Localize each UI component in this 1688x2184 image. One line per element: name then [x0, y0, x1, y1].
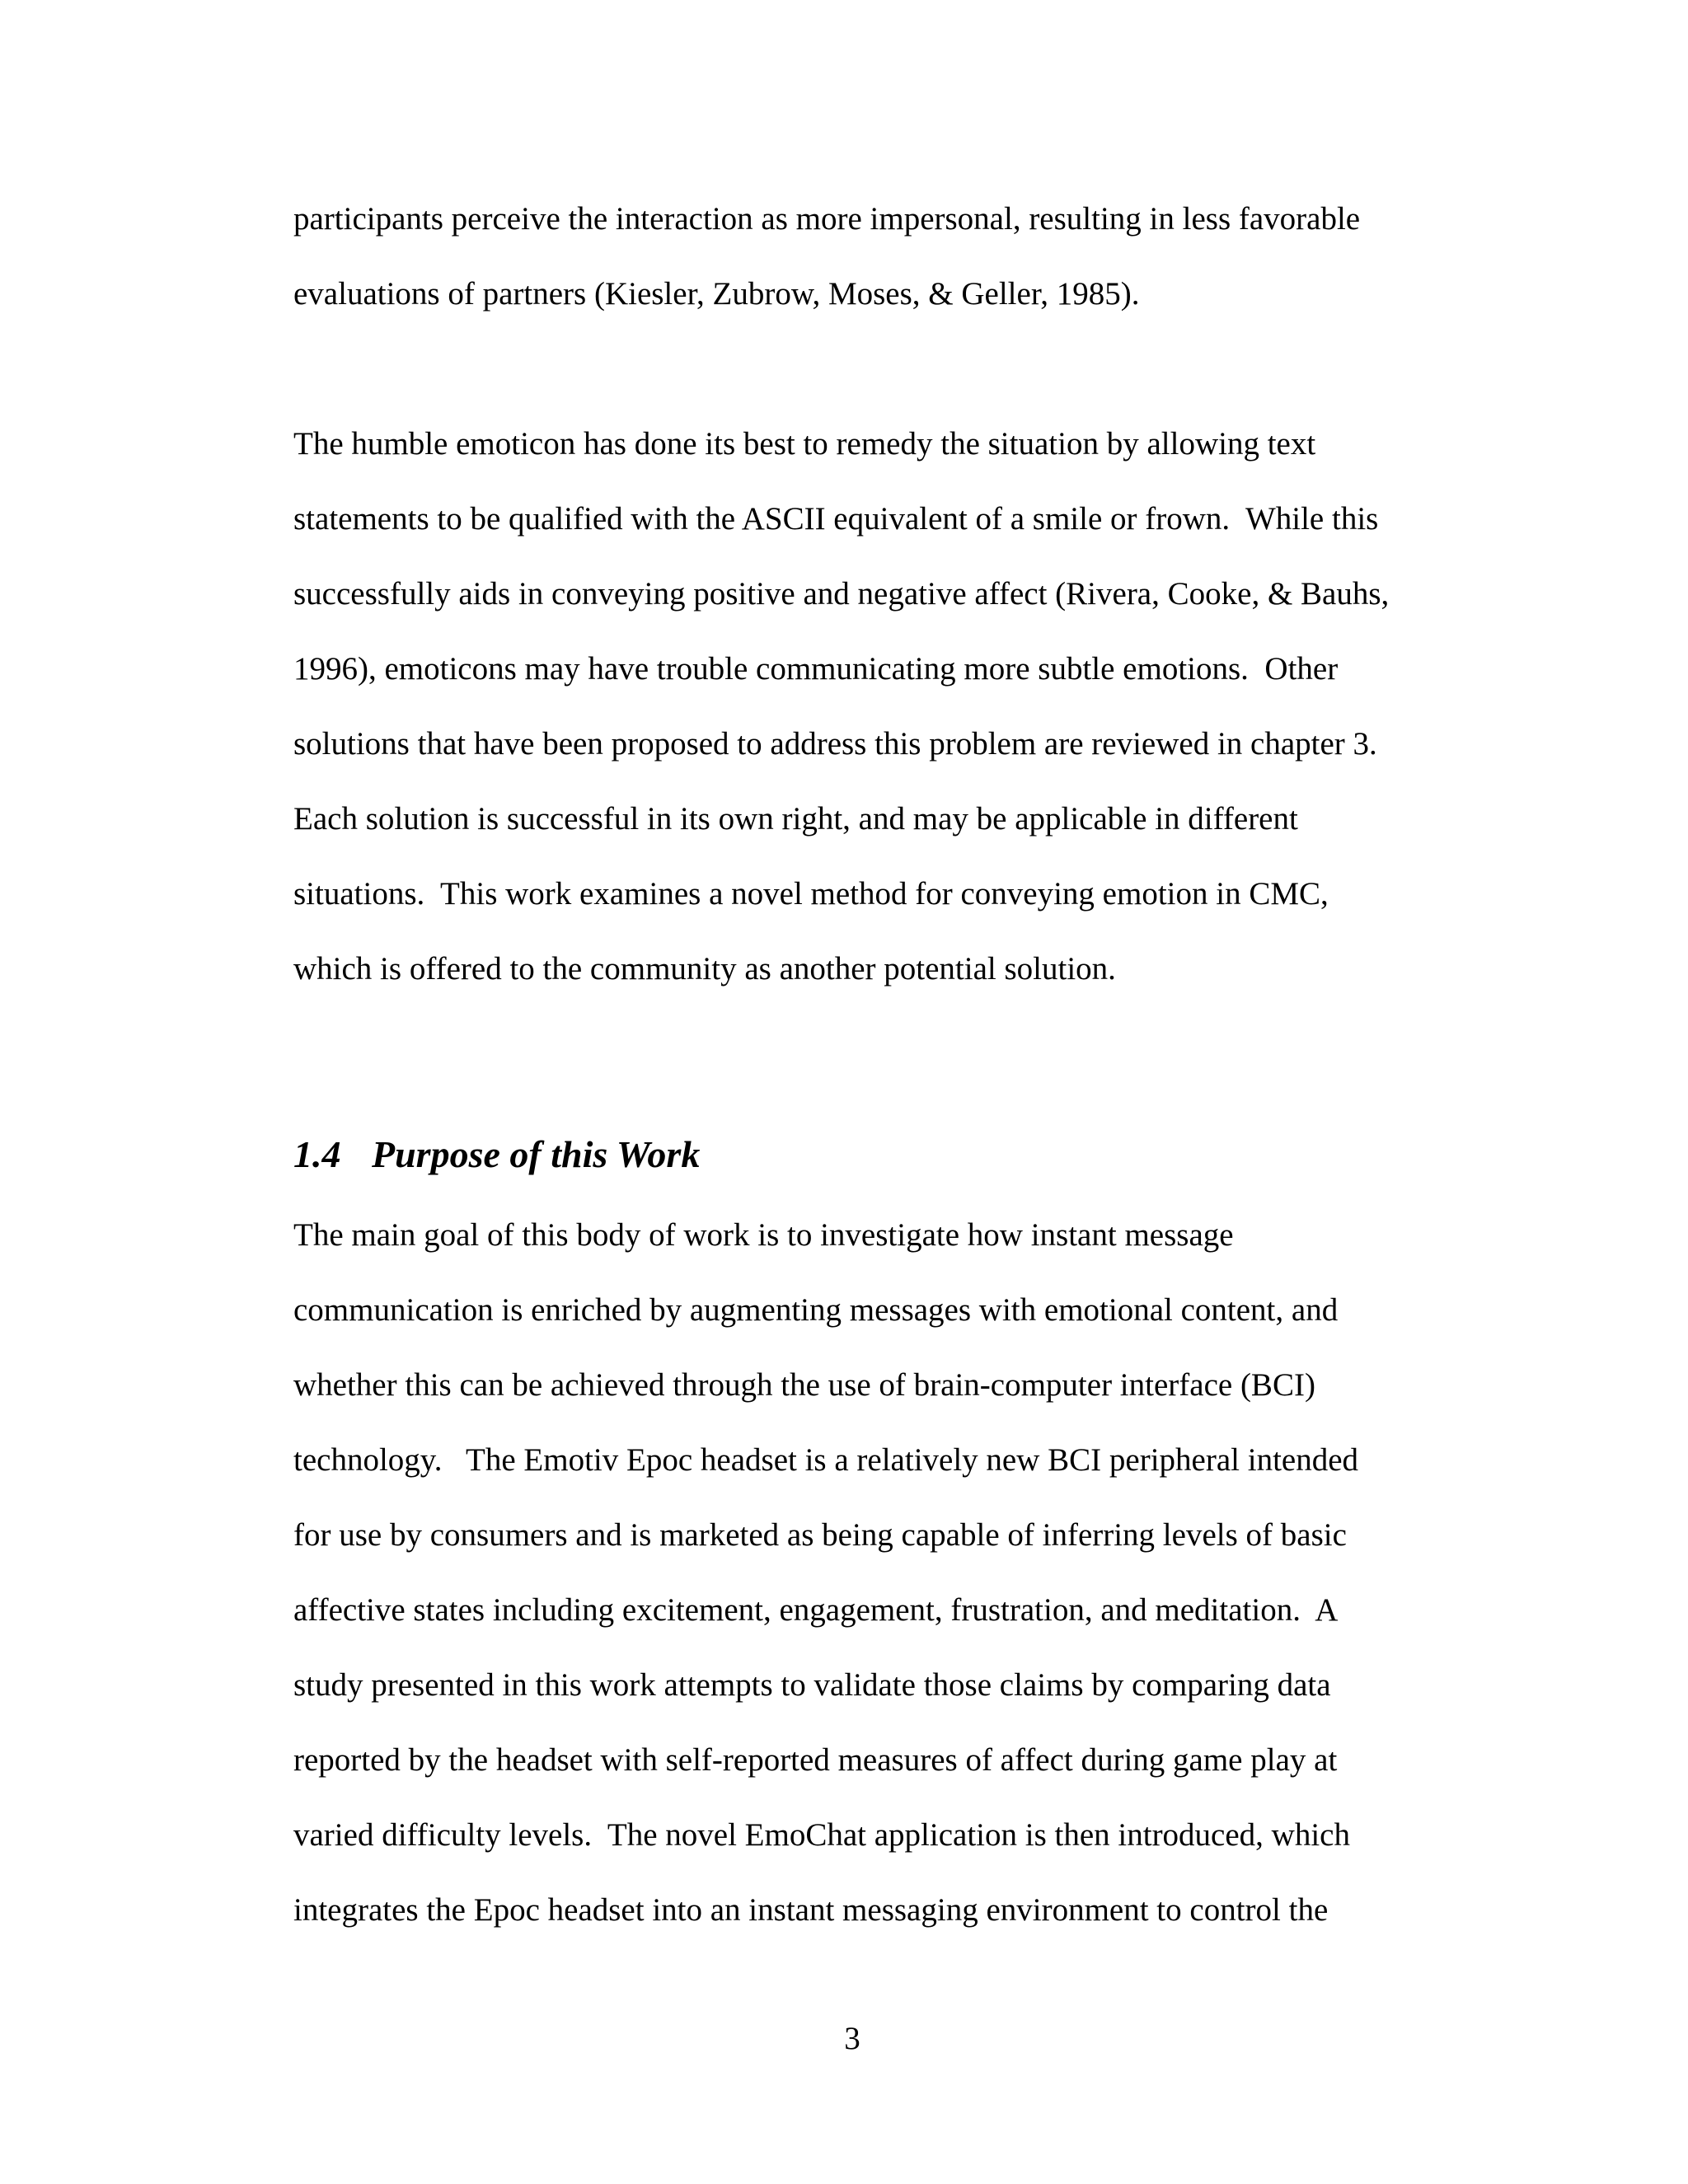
text-line: statements to be qualified with the ASCII equivalent of a smile or frown. While this [293, 501, 1379, 537]
text-line: solutions that have been proposed to address this problem are reviewed in chapter 3. [293, 726, 1377, 762]
section-title: Purpose of this Work [372, 1133, 701, 1175]
text-line: situations. This work examines a novel method for conveying emotion in CMC, [293, 876, 1329, 912]
text-line: study presented in this work attempts to validate those claims by comparing data [293, 1667, 1331, 1703]
section-heading [293, 1133, 701, 1175]
text-line: participants perceive the interaction as more impersonal, resulting in less favorable [293, 201, 1361, 237]
text-line: which is offered to the community as another potential solution. [293, 951, 1116, 987]
text-line: 1996), emoticons may have trouble communicating more subtle emotions. Other [293, 651, 1339, 687]
text-line: integrates the Epoc headset into an instant messaging environment to control the [293, 1892, 1329, 1928]
text-line: reported by the headset with self-reported measures of affect during game play at [293, 1742, 1338, 1778]
text-line: The humble emoticon has done its best to remedy the situation by allowing text [293, 426, 1316, 462]
text-line: communication is enriched by augmenting messages with emotional content, and [293, 1292, 1339, 1328]
text-line: varied difficulty levels. The novel EmoChat application is then introduced, which [293, 1817, 1350, 1853]
text-line: for use by consumers and is marketed as being capable of inferring levels of basic [293, 1517, 1347, 1553]
section-number: 1.4 [293, 1133, 341, 1175]
text-line: Each solution is successful in its own right, and may be applicable in different [293, 801, 1298, 837]
page-number: 3 [844, 2021, 860, 2056]
text-line: whether this can be achieved through the use of brain-computer interface (BCI) [293, 1367, 1315, 1403]
text-line: affective states including excitement, engagement, frustration, and meditation. A [293, 1592, 1339, 1628]
text-line: evaluations of partners (Kiesler, Zubrow, Moses, & Geller, 1985). [293, 276, 1140, 312]
text-line: successfully aids in conveying positive and negative affect (Rivera, Cooke, & Bauhs, [293, 576, 1390, 612]
text-line: technology. The Emotiv Epoc headset is a relatively new BCI peripheral intended [293, 1442, 1359, 1478]
text-line: The main goal of this body of work is to investigate how instant message [293, 1217, 1234, 1253]
